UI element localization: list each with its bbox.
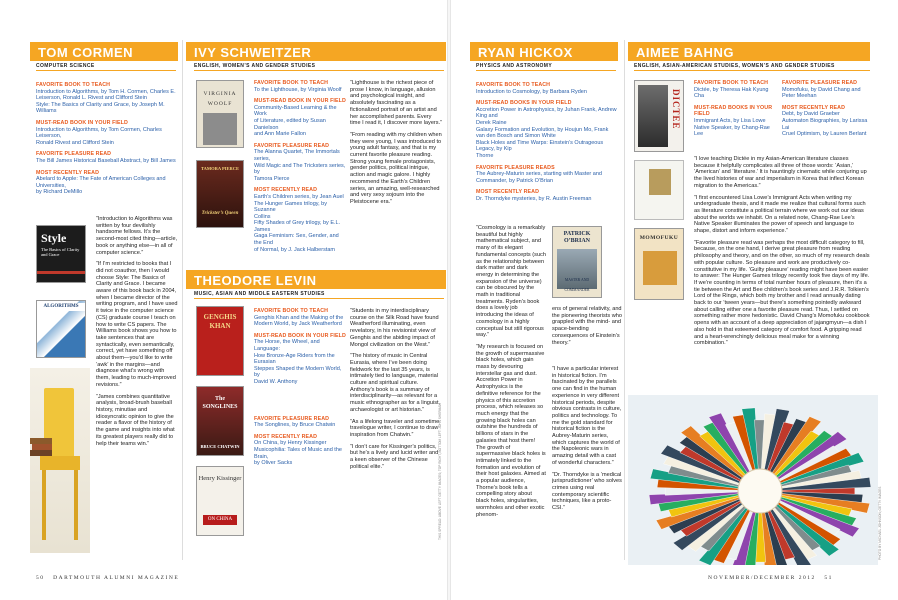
obrian-cover-author: PATRICK O’BRIAN	[563, 231, 591, 244]
cormen-paragraph-3: “James combines quantitative analysis, broad-brush baseball history, minutiae and idiosyncratic opinion to give the reader a flavor of the history of the game and insights into what its greatest players really did to help their teams win.”	[96, 393, 175, 447]
schweitzer-commentary	[350, 80, 442, 266]
bahng-picks-left	[694, 80, 778, 138]
footer-left	[36, 575, 179, 581]
schweitzer-pleasure-3[interactable]: Tamora Pierce	[254, 175, 290, 182]
on-china-book-cover	[196, 466, 244, 536]
momofuku-cover-art	[643, 251, 677, 285]
chair-leg-right	[74, 470, 78, 540]
schweitzer-must-1[interactable]: Community-Based Learning & the Work	[254, 104, 337, 118]
hickox-commentary-cont	[552, 306, 622, 362]
schweitzer-recent-4[interactable]: Fifty Shades of Grey trilogy, by E.L. James	[254, 220, 341, 233]
photo-credit-left: THIS SPREAD: ABOVE LEFT GETTY IMAGES; TOP RIGHT, BOTTOM LEFT: JOHN SHERMAN	[438, 403, 442, 540]
bahng-picks-right	[782, 80, 870, 138]
levin-recent-1[interactable]: On China, by Henry Kissinger	[254, 440, 327, 447]
hickox-must-heading: MUST-READ BOOKS IN YOUR FIELD	[476, 100, 572, 107]
cormen-teach-3[interactable]: Style: The Basics of Clarity and Grace, by Joseph M. Williams	[36, 101, 165, 115]
schweitzer-picks	[254, 80, 346, 253]
book-stack-3	[30, 450, 52, 456]
schweitzer-must-2[interactable]: of Literature, edited by Susan Danielson	[254, 117, 326, 131]
on-china-cover-author: Henry Kissinger	[198, 475, 242, 482]
levin-teach-heading: FAVORITE BOOK TO TEACH	[254, 308, 329, 314]
hickox-must-5[interactable]: Black Holes and Time Warps: Einstein’s Outrageous Legacy, by Kip	[476, 139, 604, 153]
style-cover-stripe	[37, 271, 85, 274]
bahng-recent-1[interactable]: Debt, by David Graeber	[782, 111, 840, 118]
momofuku-book-cover	[634, 228, 684, 300]
hickox-commentary-right	[552, 366, 622, 556]
hickox-name-band	[470, 42, 618, 61]
hickox-paragraph-4: “Dr. Thorndyke is a ‘medical jurisprudictioner’ who solves crimes using real contemporary scientific techniques, like a proto-CSI.”	[552, 471, 622, 512]
bahng-must-1[interactable]: Immigrant Acts, by Lisa Lowe	[694, 117, 766, 124]
hickox-paragraph-1b: ens of general relativity, and the pioneering theorists who grappled with the mind- and space-bending consequences of Einstein’s theory.”	[552, 306, 622, 346]
bahng-name: AIMEE BAHNG	[636, 45, 734, 60]
hickox-paragraph-2: “My research is focused on the growth of supermassive black holes, which gain mass by devouring interstellar gas and dust. Accretion Power in Astrophysics is the definitive reference for the physics of this accretion process, which releases so much energy that the growing black holes can outshine the hundreds of billions of stars in the galaxies that host them! The growth of supermassive black holes is intimately linked to the formation and evolution of their host galaxies. Aimed at a popular audience, Thorne’s book tells a compelling story about black holes, singularities, wormholes and other exotic phenom-	[476, 343, 546, 518]
bahng-paragraph-3: “Favorite pleasure read was perhaps the most difficult category to fill, because, on the one hand, I derive great pleasure from reading philosophy and theory, and on the other, so much of my research deals with popular culture. So pleasure and work are productively co-constitutive in my life. ‘Guilty pleasure’ reading might have been easier to answer: The Hunger Games trilogy recently took five days of my life. If we’re counting in terms of total number hours of pleasure, then it’s a tie between the Art and Bee children’s book series and J.R.R. Tolkien’s Lord of the Rings, which both my brother and I read annually dating back to our ’tween years—but there’s something pointedly awkward about calling either one a favorite pleasure read. Thus, I settled on something rather more hedonistic. David Chang’s Momofuku cookbook opens with an account of a deep appreciation of jajangmyun—a dish I also hold in that esteemed category of comfort food. A gripping read and a heart-wrenchingly delicious meal make for a winning combination.”	[694, 239, 870, 347]
woolf-cover-sub: WOOLF	[207, 101, 233, 107]
bahng-paragraph-2: “I first encountered Lisa Lowe’s Immigrant Acts when writing my undergraduate thesis, and it made me realize that cultural forms such as literature constitute a political terrain where we work out our ideas about the worlds we inhabit. On a related note, Chang-Rae Lee’s Native Speaker illuminates the power of speech and language to shape, distort and inform experience.”	[694, 194, 866, 235]
hickox-recent-1[interactable]: Dr. Thorndyke mysteries, by R. Austin Freeman	[476, 195, 592, 202]
photo-credit-right: PHOTO BY MICHAEL JOHNSON; GETTY IMAGES	[878, 486, 882, 560]
levin-paragraph-4: “I don’t care for Kissinger’s politics, but he’s a lively and lucid writer and a keen observer of the Chinese political elite.”	[350, 443, 439, 470]
cormen-recent-heading: MOST RECENTLY READ	[36, 169, 100, 176]
hickox-dept: PHYSICS AND ASTRONOMY	[476, 63, 616, 71]
schweitzer-recent-6[interactable]: of Normal, by J. Jack Halberstam	[254, 246, 335, 253]
hickox-must-2[interactable]: Derek Raine	[476, 119, 507, 126]
levin-pleasure-heading: FAVORITE PLEASURE READ	[254, 415, 330, 422]
schweitzer-recent-heading: MOST RECENTLY READ	[254, 187, 318, 194]
genghis-book-cover: GENGHIS KHAN	[196, 306, 244, 376]
schweitzer-dept: ENGLISH, WOMEN’S AND GENDER STUDIES	[194, 63, 444, 71]
algorithms-book-cover	[36, 300, 86, 358]
hickox-must-1[interactable]: Accretion Power in Astrophysics, by Juhan Frank, Andrew King and	[476, 106, 617, 120]
cormen-recent-1[interactable]: Abelard to Apple: The Fate of American Colleges and Universities,	[36, 176, 166, 189]
style-cover-subtitle: The Basics of Clarity and Grace	[41, 247, 80, 257]
obrian-cover-title: MASTER AND COMMANDER	[564, 278, 590, 292]
levin-paragraph-3: “As a lifelong traveler and sometime travelogue writer, I continue to draw inspiration from Chatwin.”	[350, 418, 440, 438]
footer-left-page: 50	[36, 575, 45, 581]
hickox-recent-heading: MOST RECENTLY READ	[476, 189, 540, 196]
schweitzer-name-band	[186, 42, 446, 61]
hickox-must-3[interactable]: Galaxy Formation and Evolution, by Houjun Mo, Frank	[476, 126, 609, 133]
schweitzer-paragraph-2: “From reading with my children when they were young, I was introduced to young adult fantasy, and that is my current favorite pleasure reading. Strong young female protagonists, gender politics, political intrigue, action and magic galore. I highly recommend the Earth’s Children series, an amazing, well-researched and very sexy sojourn into the Pleistocene era.”	[350, 131, 442, 205]
bahng-recent-heading: MOST RECENTLY READ	[782, 104, 846, 111]
momofuku-cover-title: MOMOFUKU	[639, 235, 679, 241]
footer-right	[708, 575, 833, 581]
bahng-paragraph-1: “I love teaching Dictée in my Asian-American literature classes because it helpfully complicates all three of those words: ‘Asian,’ ‘American’ and ‘literature.’ It is hauntingly cinematic while conjuring up the lived histories of war and imperialism in Korea that inflect Korean migration to the Americas.”	[694, 156, 867, 189]
bahng-recent-2[interactable]: Automaton Biographies, by Larissa	[782, 117, 868, 124]
cormen-commentary	[96, 216, 178, 536]
bahng-teach-1[interactable]: Dictée, by Theresa Hak Kyung Cha	[694, 86, 769, 100]
levin-must-3[interactable]: Steppes Shaped the Modern World, by	[254, 365, 342, 379]
bahng-recent-4[interactable]: Cruel Optimism, by Lauren Berlant	[782, 131, 867, 138]
footer-left-mag: DARTMOUTH ALUMNI MAGAZINE	[53, 575, 180, 581]
hickox-must-6[interactable]: Thorne	[476, 152, 494, 159]
hickox-paragraph-3: “I have a particular interest in historical fiction. I’m fascinated by the parallels one can find in the human experience in very different historical periods, despite obvious contrasts in culture, politics and technology. To me the gold standard for historical fiction is the Aubrey-Maturin series, which captures the world of the Napoleonic wars in amazing detail with a cast of wonderful characters.”	[552, 366, 622, 466]
hickox-teach-1[interactable]: Introduction to Cosmology, by Barbara Ryden	[476, 88, 587, 95]
footer-right-page: 51	[824, 575, 833, 581]
songlines-book-cover	[196, 386, 244, 456]
woolf-cover-title: VIRGINIA	[203, 91, 237, 97]
style-book-cover	[36, 225, 86, 283]
hickox-pleasure-heading: FAVORITE PLEASURE READS	[476, 164, 555, 171]
schweitzer-pleasure-2[interactable]: Wild Magic and The Tricksters series, by	[254, 162, 346, 176]
cormen-paragraph-1: “Introduction to Algorithms was written by four devilishly handsome fellows. It’s the second-most cited thing—article, book or anything else—in all of computer science.”	[96, 216, 178, 256]
obrian-book-cover	[552, 226, 602, 298]
levin-recent-heading: MOST RECENTLY READ	[254, 433, 318, 440]
cormen-paragraph-2: “If I’m restricted to books that I did not coauthor, then I would choose Style: The Basics of Clarity and Grace. I became aware of this book back in 2004, when I became director of the writing program, and I have used it twice in the computer science (CS) graduate course I teach on how to write CS papers. The Williams book shows you how to take sentences that are syntactically, even semantically, correct, yet have something off about them—you’d like to write ‘awk’ in the margins—and diagnose what’s wrong with them, leading to much-improved revisions.”	[96, 261, 178, 388]
levin-recent-3[interactable]: by Oliver Sacks	[254, 460, 293, 467]
dictee-book-cover	[634, 80, 684, 152]
cormen-name-band	[30, 42, 178, 61]
footer-right-issue: NOVEMBER/DECEMBER 2012	[708, 575, 816, 581]
style-cover-title: Style	[41, 231, 67, 245]
schweitzer-recent-3[interactable]: Collins	[254, 213, 271, 220]
cormen-dept: COMPUTER SCIENCE	[36, 63, 176, 71]
schweitzer-teach-heading: FAVORITE BOOK TO TEACH	[254, 80, 329, 86]
cormen-must-heading: MUST-READ BOOK IN YOUR FIELD	[36, 119, 128, 126]
levin-paragraph-1: “Students in my interdisciplinary course on the Silk Road have found Weatherford illuminating, even revelatory, in his revisionist view of Genghis and the abiding impact of Mongol civilization on the West.”	[350, 308, 439, 348]
levin-pleasure-1[interactable]: The Songlines, by Bruce Chatwin	[254, 422, 336, 429]
hickox-must-4[interactable]: van den Bosch and Simon White	[476, 133, 556, 140]
hickox-pleasure-2[interactable]: Commander, by Patrick O’Brian	[476, 177, 554, 184]
levin-must-4[interactable]: David W. Anthony	[254, 378, 298, 385]
levin-must-2[interactable]: How Bronze-Age Riders from the Eurasian	[254, 352, 335, 366]
hickox-picks	[476, 82, 621, 203]
hickox-commentary-left	[476, 225, 546, 555]
schweitzer-pleasure-1[interactable]: The Alanna Quartet, The Immortals series,	[254, 149, 340, 162]
levin-teach-2[interactable]: Modern World, by Jack Weatherford	[254, 321, 342, 328]
levin-must-1[interactable]: The Horse, the Wheel, and Language:	[254, 339, 320, 352]
bahng-commentary	[694, 156, 870, 392]
hickox-name: RYAN HICKOX	[478, 45, 573, 60]
cormen-teach-1[interactable]: Introduction to Algorithms, by Tom H. Cormen, Charles E.	[36, 88, 176, 95]
bahng-must-2[interactable]: Native Speaker, by Chang-Rae Lee	[694, 124, 770, 138]
cormen-recent-2[interactable]: by Richard DeMillo	[36, 189, 83, 196]
schweitzer-recent-5[interactable]: Gaga Feminism: Sex, Gender, and the End	[254, 233, 339, 247]
levin-must-heading: MUST-READ BOOK IN YOUR FIELD	[254, 332, 346, 339]
on-china-cover-title: ON CHINA	[203, 515, 237, 525]
cormen-name: TOM CORMEN	[38, 45, 134, 60]
bahng-pleasure-1[interactable]: Momofuku, by David Chang and	[782, 86, 861, 93]
book-fan-photo	[628, 395, 878, 565]
bahng-pleasure-2[interactable]: Peter Meehan	[782, 93, 817, 100]
levin-paragraph-2: “The history of music in Central Eurasia, where I’ve been doing fieldwork for the last 35 years, is intimately tied to language, material culture and spiritual culture. Anthony’s book is a summary of interdisciplinarity—as relevant for a music ethnographer as for a linguist, archaeologist or art historian.”	[350, 353, 441, 413]
songlines-cover-author: BRUCE CHATWIN	[200, 444, 240, 449]
cormen-must-2[interactable]: Ronald Rivest and Clifford Stein	[36, 139, 114, 146]
chair-seat	[40, 456, 80, 470]
schweitzer-must-3[interactable]: and Ann Marie Fallon	[254, 131, 306, 138]
immigrant-acts-cover	[634, 160, 684, 220]
levin-commentary	[350, 308, 442, 558]
schweitzer-name: IVY SCHWEITZER	[194, 45, 312, 60]
bahng-recent-3[interactable]: Lai	[782, 124, 790, 131]
woolf-book-cover	[196, 80, 244, 148]
levin-teach-1[interactable]: Genghis Khan and the Making of the	[254, 314, 344, 321]
levin-name-band	[186, 270, 446, 289]
cormen-must-1[interactable]: Introduction to Algorithms, by Tom Cormen, Charles Leiserson,	[36, 126, 162, 140]
schweitzer-teach-1[interactable]: To the Lighthouse, by Virginia Woolf	[254, 86, 342, 93]
cormen-teach-heading: FAVORITE BOOK TO TEACH	[36, 82, 111, 88]
bahng-name-band	[628, 42, 870, 61]
immigrant-acts-art	[649, 169, 671, 195]
cormen-picks	[36, 82, 181, 196]
hickox-paragraph-1: “Cosmology is a remarkably beautiful but highly mathematical subject, and many of its elegant fundamental concepts (such as the relationship between dark matter and dark energy in determining the expansion of the universe) can be obscured by the math in traditional treatments. Ryden’s book does a lovely job introducing the ideas of cosmology in a highly conceptual but still rigorous way.”	[476, 225, 546, 339]
dictee-cover-photo	[638, 85, 668, 147]
levin-dept: MUSIC, ASIAN AND MIDDLE EASTERN STUDIES	[194, 291, 444, 299]
chair-leg-left	[42, 470, 46, 540]
cormen-pleasure-heading: FAVORITE PLEASURE READ	[36, 151, 112, 158]
cormen-teach-2[interactable]: Leiserson, Ronald L. Rivest and Clifford Stein	[36, 95, 147, 102]
column-divider-left	[182, 40, 183, 560]
schweitzer-recent-1[interactable]: Earth’s Children series, by Jean Auel	[254, 193, 344, 200]
schweitzer-pleasure-heading: FAVORITE PLEASURE READ	[254, 142, 330, 149]
bahng-dept: ENGLISH, ASIAN-AMERICAN STUDIES, WOMEN’S AND GENDER STUDIES	[634, 63, 870, 71]
levin-recent-2[interactable]: Musicophilia: Tales of Music and the Brain,	[254, 446, 342, 460]
chair-photo	[30, 368, 90, 553]
column-divider-right	[624, 40, 625, 560]
hickox-teach-heading: FAVORITE BOOK TO TEACH	[476, 82, 551, 88]
bahng-pleasure-heading: FAVORITE PLEASURE READ	[782, 80, 858, 86]
schweitzer-recent-2[interactable]: The Hunger Games trilogy, by Suzanne	[254, 200, 327, 214]
levin-name: THEODORE LEVIN	[194, 273, 317, 288]
woolf-cover-portrait	[203, 113, 237, 145]
dictee-cover-title: DICTEE	[671, 89, 681, 130]
hickox-pleasure-1[interactable]: The Aubrey-Maturin series, starting with Master and	[476, 171, 602, 178]
bahng-teach-heading: FAVORITE BOOK TO TEACH	[694, 80, 769, 86]
trickster-cover-author: TAMORA PIERCE	[200, 166, 240, 171]
trickster-cover-title: Trickster’s Queen	[201, 211, 239, 216]
schweitzer-paragraph-1: “Lighthouse is the richest piece of prose I know, in language, allusion and psychological insight, and absolutely fascinating as a fictionalized portrait of an artist and her accomplished parents. Every time I read it, I discover more layers.”	[350, 80, 442, 127]
cormen-pleasure-1[interactable]: The Bill James Historical Baseball Abstract, by Bill James	[36, 157, 176, 164]
schweitzer-must-heading: MUST-READ BOOK IN YOUR FIELD	[254, 98, 346, 105]
algorithms-cover-title: ALGORITHMS	[37, 303, 85, 311]
trickster-book-cover	[196, 160, 244, 228]
page-gutter	[447, 0, 451, 600]
levin-picks	[254, 308, 346, 467]
songlines-cover-title: The SONGLINES	[202, 396, 238, 410]
bahng-must-heading: MUST-READ BOOKS IN YOUR FIELD	[694, 104, 773, 118]
